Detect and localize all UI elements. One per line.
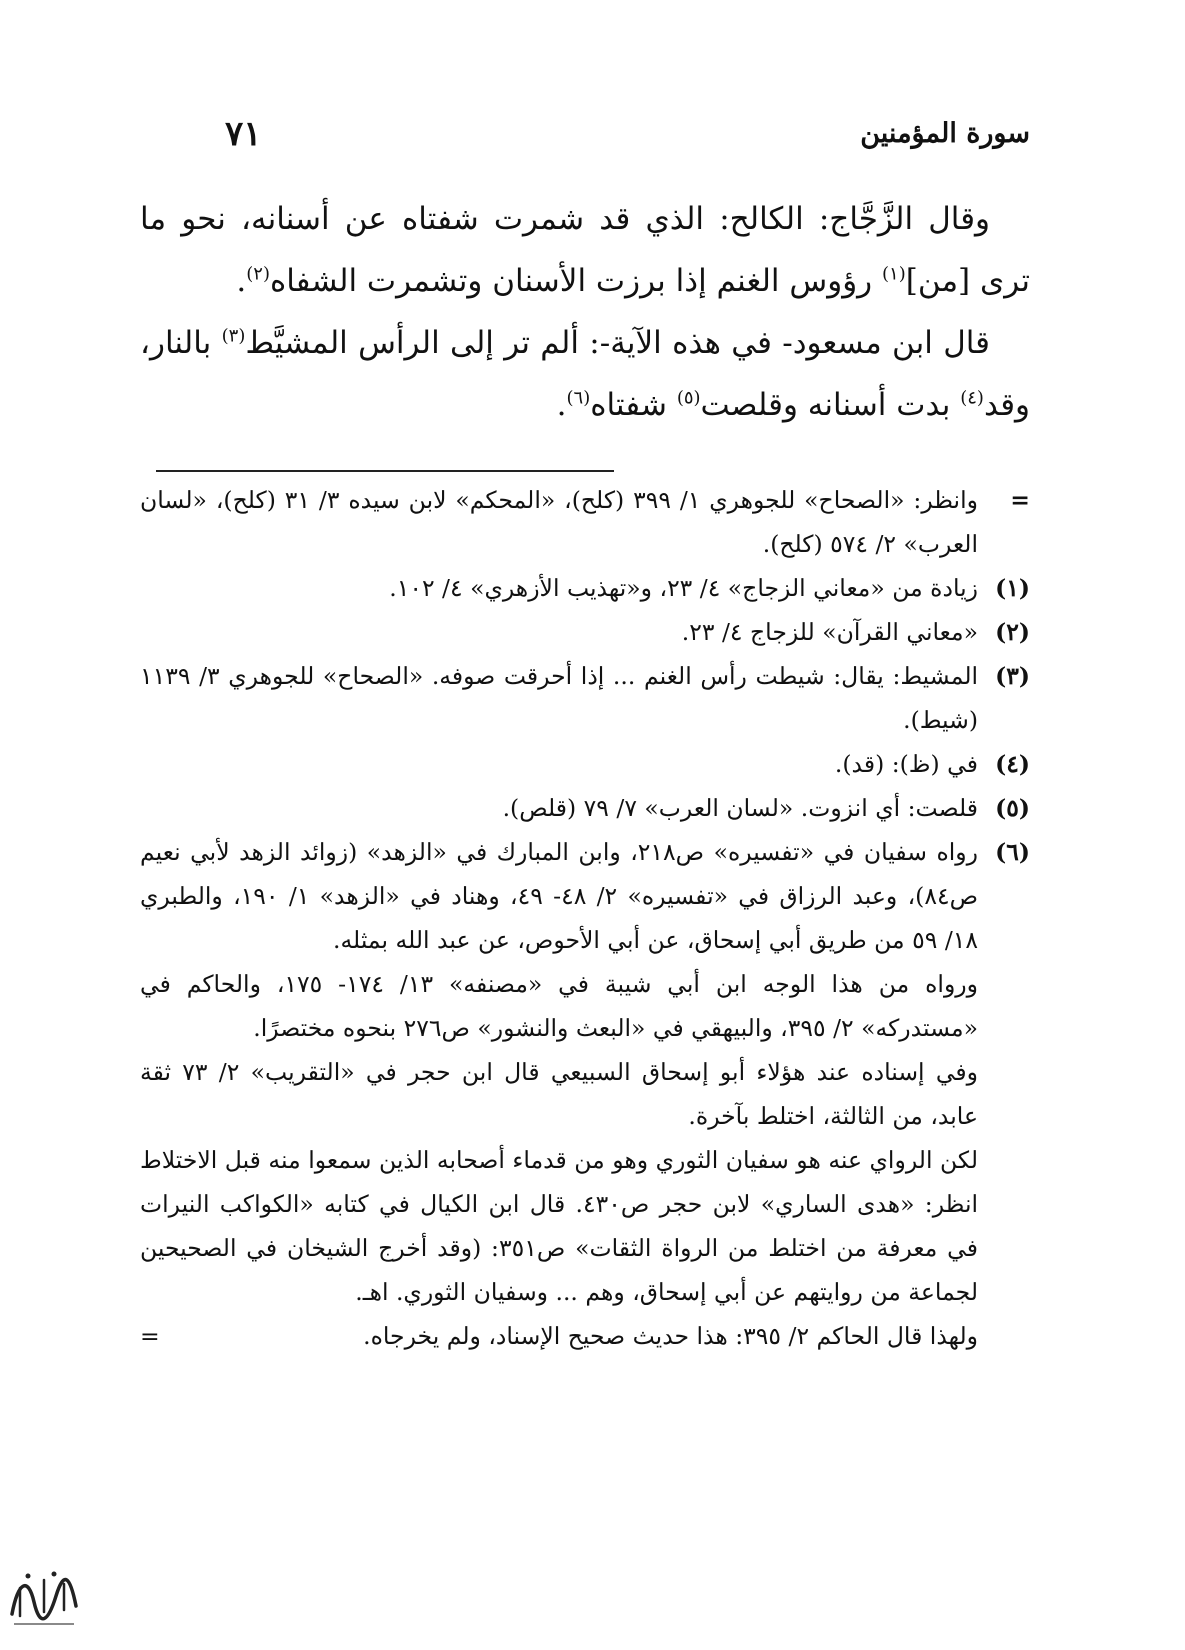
- footnote-text: وانظر: «الصحاح» للجوهري ١/ ٣٩٩ (كلح)، «المحكم» لابن سيده ٣/ ٣١ (كلح)، «لسان العرب» ٢/ ٥٧٤ (كلح).: [140, 486, 978, 558]
- footnote-text: لكن الرواي عنه هو سفيان الثوري وهو من قدماء أصحابه الذين سمعوا منه قبل الاختلاط انظر: «هدى الساري» لابن حجر ص٤٣٠. قال ابن الكيال في كتابه «الكواكب النيرات في معرفة من اختلط من الرواة الثقات» ص٣٥١: (وقد أخرج الشيخان في الصحيحين لجماعة من روايتهم عن أبي إسحاق، وهم ... وسفيان الثوري. اهـ.: [140, 1146, 979, 1306]
- footnote-text: في (ظ): (قد).: [834, 750, 978, 778]
- text-run: وقال الزَّجَّاج: الكالح: الذي قد شمرت شفتاه عن أسنانه، نحو ما ترى [من]: [140, 201, 1030, 299]
- text-run: .: [236, 263, 247, 299]
- footnote-text: رواه سفيان في «تفسيره» ص٢١٨، وابن المبارك في «الزهد» (زوائد الزهد لأبي نعيم ص٨٤)، وعبد الرزاق في «تفسيره» ٢/ ٤٨- ٤٩، وهناد في «الزهد» ١/ ١٩٠، والطبري ١٨/ ٥٩ من طريق أبي إسحاق، عن أبي الأحوص، عن عبد الله بمثله.: [140, 838, 978, 954]
- footnote-marker: (٤): [995, 750, 1030, 778]
- footnote-6-para-2: [140, 962, 1030, 1050]
- footnote-text: قلصت: أي انزوت. «لسان العرب» ٧/ ٧٩ (قلص).: [502, 794, 978, 822]
- footnote-ref[interactable]: (٦): [566, 387, 591, 409]
- footnote-ref[interactable]: (٣): [221, 325, 246, 347]
- footnote-marker: (١): [995, 574, 1030, 602]
- footnote-text: ورواه من هذا الوجه ابن أبي شيبة في «مصنفه» ١٣/ ١٧٤- ١٧٥، والحاكم في «مستدركه» ٢/ ٣٩٥، والبيهقي في «البعث والنشور» ص٢٧٦ بنحوه مختصرًا.: [140, 970, 978, 1042]
- footnote-6-para-5: [140, 1314, 1030, 1358]
- text-run: رؤوس الغنم إذا برزت الأسنان وتشمرت الشفاه: [269, 263, 883, 299]
- footnote-3: [140, 654, 1030, 742]
- page-number: ٧١: [225, 114, 262, 154]
- footnote-6-para-4: [140, 1138, 1030, 1314]
- text-run: بالنار، وقد: [140, 325, 1030, 423]
- footnote-1: [140, 566, 1030, 610]
- footnote-5: [140, 786, 1030, 830]
- footnote-marker: (٢): [995, 618, 1030, 646]
- footnote-2: [140, 610, 1030, 654]
- continuation-marker: =: [1010, 486, 1030, 514]
- footnote-marker: (٥): [995, 794, 1030, 822]
- footnote-ref[interactable]: (٢): [246, 263, 270, 285]
- page-header: [140, 114, 1030, 168]
- paragraph-zajjaj: [140, 188, 1030, 312]
- footnote-separator: [156, 470, 614, 472]
- calligraphy-logo: [4, 1562, 84, 1632]
- text-run: قال ابن مسعود- في هذه الآية-: ألم تر إلى الرأس المشيَّط: [245, 325, 990, 361]
- footnote-text: «معاني القرآن» للزجاج ٤/ ٢٣.: [681, 618, 978, 646]
- footnotes: [140, 478, 1030, 1358]
- footnote-continuation: [140, 478, 1030, 566]
- footnote-ref[interactable]: (٥): [676, 387, 701, 409]
- footnote-6-para-3: [140, 1050, 1030, 1138]
- text-run: بدت أسنانه وقلصت: [700, 387, 961, 423]
- main-text: [140, 188, 1030, 436]
- footnote-4: [140, 742, 1030, 786]
- footnote-text: المشيط: يقال: شيطت رأس الغنم ... إذا أحرقت صوفه. «الصحاح» للجوهري ٣/ ١١٣٩ (شيط).: [140, 662, 979, 734]
- footnote-marker: (٣): [995, 662, 1030, 690]
- footnote-text: وفي إسناده عند هؤلاء أبو إسحاق السبيعي قال ابن حجر في «التقريب» ٢/ ٧٣ ثقة عابد، من الثالثة، اختلط بآخرة.: [140, 1058, 978, 1130]
- footnote-ref[interactable]: (١): [882, 263, 906, 285]
- footnote-marker: (٦): [995, 838, 1030, 866]
- running-title: سورة المؤمنين: [860, 118, 1030, 149]
- paragraph-ibn-masud: [140, 312, 1030, 436]
- text-run: شفتاه: [590, 387, 677, 423]
- continues-marker: =: [140, 1322, 160, 1350]
- text-run: .: [556, 387, 567, 423]
- footnote-ref[interactable]: (٤): [960, 387, 984, 409]
- footnote-text: زيادة من «معاني الزجاج» ٤/ ٢٣، و«تهذيب الأزهري» ٤/ ١٠٢.: [389, 574, 978, 602]
- footnote-6: [140, 830, 1030, 962]
- footnote-text: ولهذا قال الحاكم ٢/ ٣٩٥: هذا حديث صحيح الإسناد، ولم يخرجاه.: [363, 1322, 978, 1350]
